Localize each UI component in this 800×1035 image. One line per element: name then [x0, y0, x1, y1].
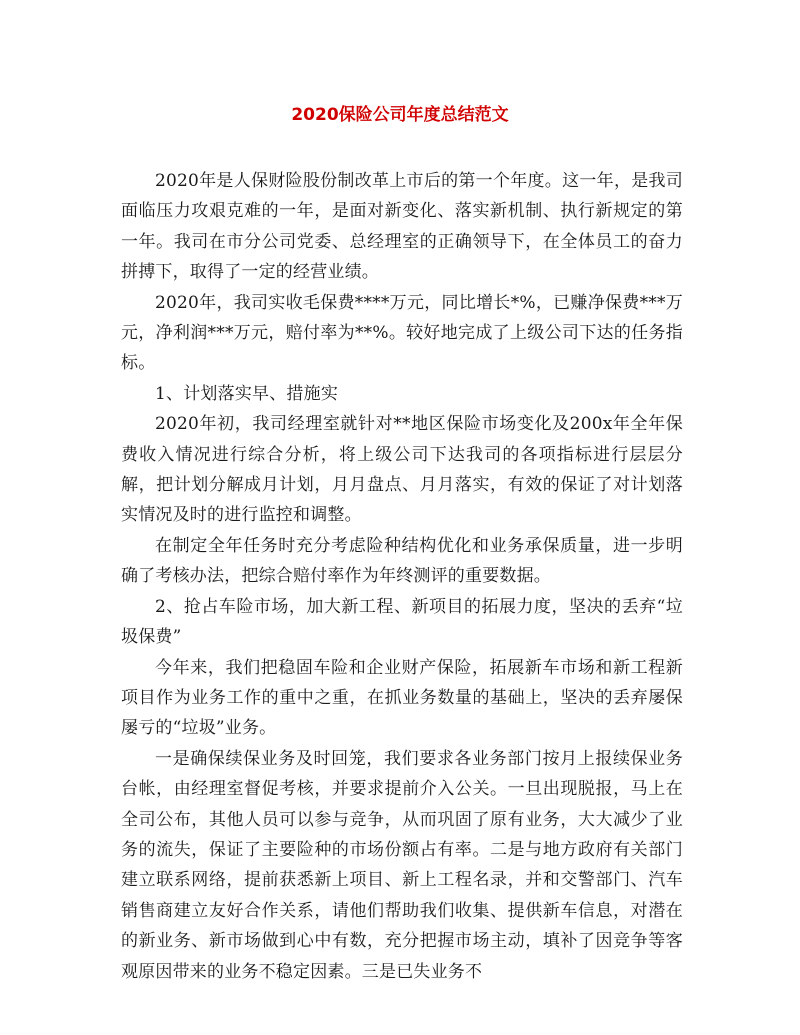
paragraph: 2020年初，我司经理室就针对**地区保险市场变化及200x年全年保费收入情况进行综合分析，将上级公司下达我司的各项指标进行层层分解，把计划分解成月计划，月月盘点、月月落实，有效的保证了对计划落实情况及时的进行监控和调整。: [121, 414, 683, 526]
paragraph: 在制定全年任务时充分考虑险种结构优化和业务承保质量，进一步明确了考核办法，把综合赔付率作为年终测评的重要数据。: [121, 535, 683, 587]
paragraph: 一是确保续保业务及时回笼，我们要求各业务部门按月上报续保业务台帐，由经理室督促考核，并要求提前介入公关。一旦出现脱报，马上在全司公布，其他人员可以参与竞争，从而巩固了原有业务，大大减少了业务的流失，保证了主要险种的市场份额占有率。二是与地方政府有关部门建立联系网络，提前获悉新上项目、新上工程名录，并和交警部门、汽车销售商建立友好合作关系，请他们帮助我们收集、提供新车信息，对潜在的新业务、新市场做到心中有数，充分把握市场主动，填补了因竞争等客观原因带来的业务不稳定因素。三是已失业务不: [121, 748, 683, 982]
document-title: 2020保险公司年度总结范文: [291, 105, 509, 125]
paragraph: 2020年是人保财险股份制改革上市后的第一个年度。这一年，是我司面临压力攻艰克难的一年，是面对新变化、落实新机制、执行新规定的第一年。我司在市分公司党委、总经理室的正确领导下，在全体员工的奋力拼搏下，取得了一定的经营业绩。: [121, 171, 683, 283]
section-heading: 2、抢占车险市场，加大新工程、新项目的拓展力度，坚决的丢弃“垃圾保费”: [121, 596, 683, 648]
section-heading: 1、计划落实早、措施实: [155, 383, 339, 404]
paragraph: 2020年，我司实收毛保费****万元，同比增长*%，已赚净保费***万元，净利润***万元，赔付率为**%。较好地完成了上级公司下达的任务指标。: [121, 292, 683, 374]
paragraph: 今年来，我们把稳固车险和企业财产保险，拓展新车市场和新工程新项目作为业务工作的重中之重，在抓业务数量的基础上，坚决的丢弃屡保屡亏的“垃圾”业务。: [121, 657, 683, 739]
document-body: [121, 166, 683, 987]
